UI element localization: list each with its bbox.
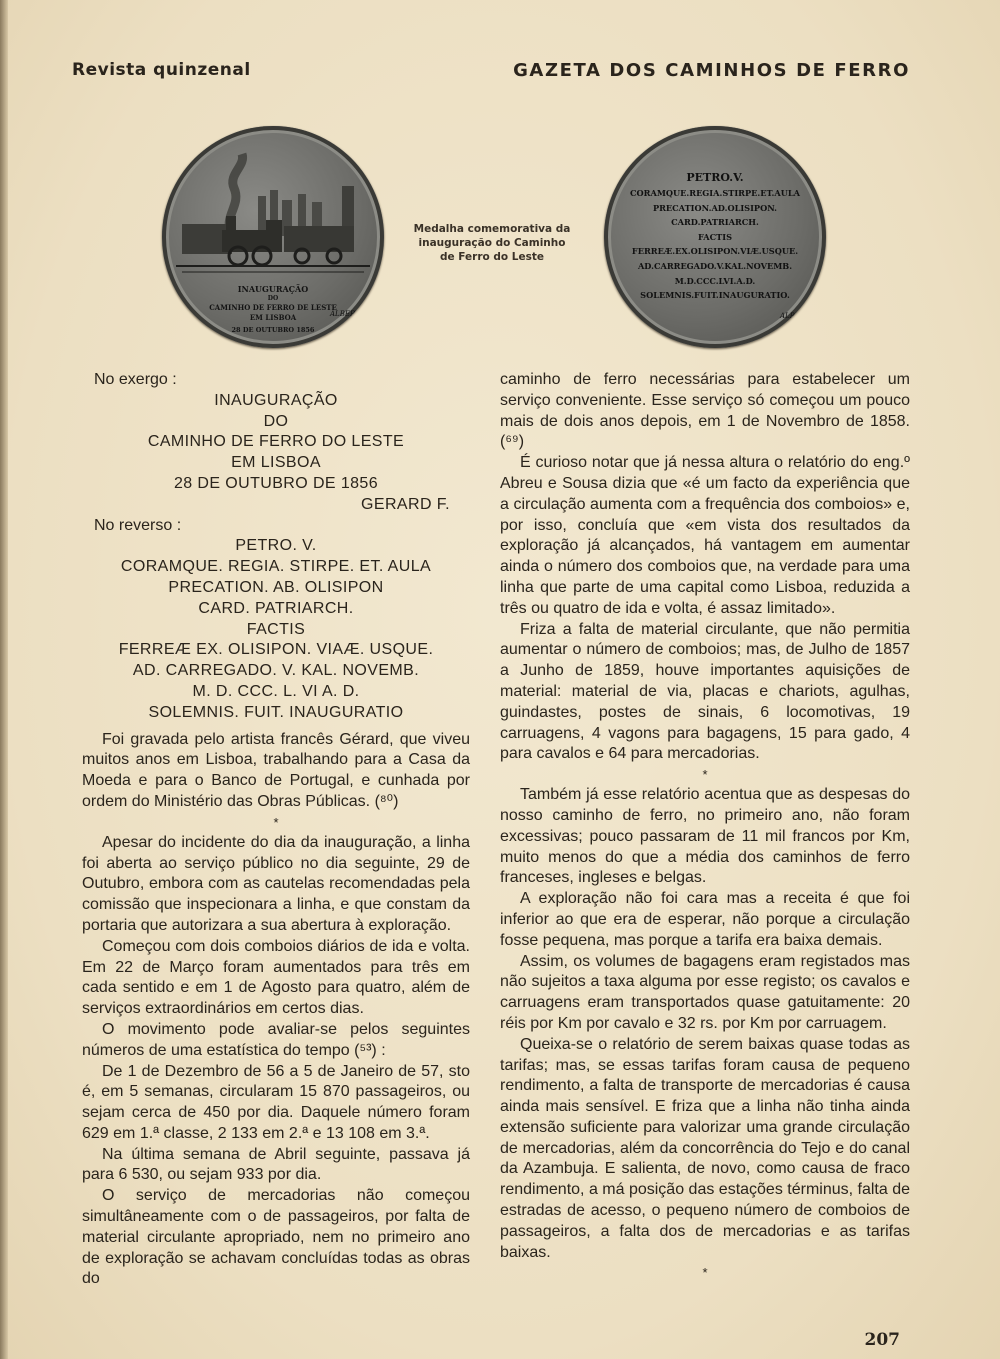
reverso-line: AD. CARREGADO. V. KAL. NOVEMB. — [132, 662, 420, 680]
section-separator: * — [273, 814, 279, 830]
medal-reverse-line-6: FERREÆ.EX.OLISIPON.VIÆ.USQUE. — [631, 246, 799, 257]
section-separator: * — [702, 767, 708, 783]
reverso-line: CORAMQUE. REGIA. STIRPE. ET. AULA — [120, 558, 432, 576]
medal-obverse-image — [162, 126, 384, 348]
caption-line-1: Medalha comemorativa da — [413, 223, 571, 235]
reverso-line: CARD. PATRIARCH. — [198, 599, 354, 617]
reverso-line: FERREÆ EX. OLISIPON. VIAÆ. USQUE. — [118, 641, 434, 659]
paragraph: Na última semana de Abril seguinte, passava já para 6 530, ou sejam 933 por dia. — [82, 1145, 470, 1184]
reverso-line: PRECATION. AB. OLISIPON — [168, 578, 384, 596]
paragraph: A exploração não foi cara mas a receita é que foi inferior ao que era de esperar, não porque a circulação fosse pequena, mas porque a tarifa era baixa demais. — [500, 890, 910, 949]
medal-obverse-line-2: DO — [267, 295, 279, 302]
medal-obverse-line-4: EM LISBOA — [249, 313, 297, 322]
reverso-line: SOLEMNIS. FUIT. INAUGURATIO — [148, 703, 404, 721]
caption-line-2: inauguração do Caminho — [418, 237, 566, 249]
medal-reverse-line-8: M.D.CCC.LVI.A.D. — [674, 275, 756, 286]
exergo-line: 28 DE OUTUBRO DE 1856 — [173, 474, 379, 492]
exergo-line: INAUGURAÇÃO — [214, 391, 338, 409]
medal-reverse-line-3: PRECATION.AD.OLISIPON. — [652, 202, 778, 213]
running-header-right: GAZETA DOS CAMINHOS DE FERRO — [513, 60, 910, 81]
exergo-line: EM LISBOA — [231, 454, 321, 472]
running-header-left: Revista quinzenal — [72, 60, 251, 80]
medal-reverse-line-1: PETRO.V. — [686, 171, 744, 184]
page-number: 207 — [864, 1330, 900, 1350]
paragraph: É curioso notar que já nessa altura o relatório do eng.º Abreu e Sousa dizia que «é um facto da experiência que a circulação aumenta com a frequência dos comboios» e, por isso, concluía que «em vista dos resultados da exploração já alcançados, há vantagem em aumentar ainda o número dos comboios que, na verdade para uma linha que parte de uma capital como Lisboa, reduzida a três ou quatro de ida e volta, é assaz limitado». — [500, 454, 910, 617]
medal-obverse-line-1: INAUGURAÇÃO — [237, 284, 309, 294]
paragraph: caminho de ferro necessárias para estabelecer um serviço conveniente. Esse serviço só começou um pouco mais de dois anos depois, em 1 de Novembro de 1858. (⁶⁹) — [500, 371, 910, 451]
exergo-label: No exergo : — [94, 371, 177, 388]
medal-reverse-signature: ALBERTA — [780, 312, 815, 320]
medal-reverse-inscription — [604, 170, 826, 303]
paragraph: Friza a falta de material circulante, que não permitia aumentar o número de comboios; mas, de Julho de 1857 a Junho de 1859, houve importantes aquisições de material: material de via, placas e chariots, agulhas, guindastes, postes de sinais, 6 locomotivas, 19 carruagens, 4 vagons para bagagens, 15 para gado, 4 para cavalos e 64 para mercadorias. — [500, 620, 910, 763]
exergo-line: CAMINHO DE FERRO DO LESTE — [147, 433, 405, 451]
paragraph: Foi gravada pelo artista francês Gérard, que viveu muitos anos em Lisboa, trabalhando para a Casa da Moeda e para o Banco de Portugal, e cunhada por ordem do Ministério das Obras Públicas. (⁸⁰) — [82, 730, 470, 810]
paragraph: Assim, os volumes de bagagens eram registados mas não sujeitos a taxa alguma por esse registo; os cavalos e carruagens eram transportados quase gatuitamente: 20 réis por Km por cavalo e 32 rs. por Km por carruagem. — [500, 952, 910, 1032]
left-column — [82, 370, 470, 1290]
medal-obverse-line-5: 28 DE OUTUBRO 1856 — [231, 326, 315, 334]
reverso-inscription — [82, 536, 470, 723]
medal-reverse-line-7: AD.CARREGADO.V.KAL.NOVEMB. — [637, 260, 793, 271]
paragraph: Começou com dois comboios diários de ida e volta. Em 22 de Março foram aumentados para três em cada sentido e em 1 de Agosto para quatro, além de serviços extraordinários em certos dias. — [82, 937, 470, 1018]
paragraph: Também já esse relatório acentua que as despesas do nosso caminho de ferro, no primeiro ano, não foram excessivas; pouco passaram de 11 mil francos por Km, muito menos do que a média dos caminhos de ferro franceses, ingleses e belgas. — [500, 786, 910, 887]
exergo-inscription — [82, 391, 470, 516]
medal-reverse-image — [604, 126, 826, 348]
medal-obverse-line-3: CAMINHO DE FERRO DE LESTE — [209, 303, 337, 312]
caption-line-3: de Ferro do Leste — [440, 251, 544, 263]
right-column — [500, 370, 910, 1283]
reverso-line: PETRO. V. — [235, 537, 317, 555]
medal-reverse-line-4: CARD.PATRIARCH. — [671, 217, 759, 228]
medal-reverse-line-9: SOLEMNIS.FUIT.INAUGURATIO. — [640, 290, 790, 301]
section-separator: * — [702, 1265, 708, 1281]
exergo-line: DO — [263, 412, 289, 430]
reverso-label: No reverso : — [94, 516, 182, 534]
page-edge — [0, 0, 8, 1359]
exergo-signature: GERARD F. — [361, 495, 450, 513]
medal-obverse-signature: ALBERTA — [330, 310, 365, 318]
paragraph: Apesar do incidente do dia da inauguração, a linha foi aberta ao serviço público no dia seguinte, 29 de Outubro, embora com as cautelas recomendadas pela comissão que inspecionara a linha, e que constam da portaria que autorizara a sua abertura à exploração. — [82, 833, 470, 934]
medal-reverse-line-2: CORAMQUE.REGIA.STIRPE.ET.AULA — [630, 188, 800, 198]
reverso-line: M. D. CCC. L. VI A. D. — [192, 682, 360, 700]
paragraph: O serviço de mercadorias não começou simultâneamente com o de passageiros, por falta de material circulante apropriado, nem no primeiro ano de exploração se achavam concluídas todas as obras do — [82, 1187, 470, 1288]
medal-reverse-line-5: FACTIS — [697, 231, 733, 242]
medal-caption — [412, 222, 572, 264]
paragraph: De 1 de Dezembro de 56 a 5 de Janeiro de 57, sto é, em 5 semanas, circularam 15 870 passageiros, ou sejam cerca de 450 por dia. Daquele número foram 629 em 1.ª classe, 2 133 em 2.ª e 13 108 em 3.ª. — [82, 1062, 470, 1142]
reverso-line: FACTIS — [246, 620, 306, 638]
paragraph: Queixa-se o relatório de serem baixas quase todas as tarifas; mas, se essas tarifas foram causa de pequeno rendimento, a falta de transporte de mercadorias é causa ainda mais sensível. E friza que a linha não tinha ainda extensão suficiente para valorizar uma grande circulação de mercadorias, além da concorrência do Tejo e do canal da Azambuja. E salienta, de novo, como causa de fraco rendimento, a má posição das estações términus, falta de estradas de acesso, o pequeno número de comboios de passageiros, a falta dos de mercadorias e as tarifas baixas. — [500, 1035, 910, 1261]
paragraph: O movimento pode avaliar-se pelos seguintes números de uma estatística do tempo (⁵³) : — [82, 1020, 470, 1059]
